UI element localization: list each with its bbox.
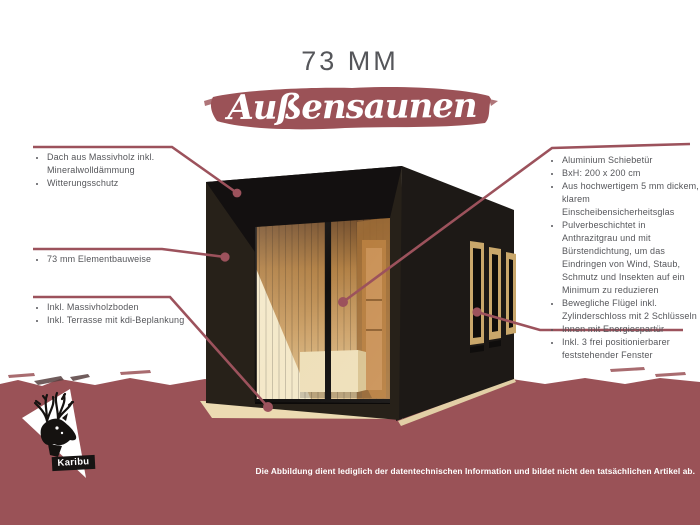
- callout-dot-floor: [263, 402, 273, 412]
- callout-door: [549, 154, 700, 336]
- callout-item: • Witterungsschutz: [47, 177, 176, 190]
- callout-dot-construction: [220, 252, 229, 261]
- callout-roof: [34, 151, 176, 190]
- callout-floor: [34, 301, 188, 327]
- sauna-illustration: [200, 166, 516, 426]
- callout-item: • Dach aus Massivholz inkl. Mineralwolldämmung: [47, 151, 176, 177]
- brand-label: Karibu: [52, 455, 96, 471]
- callout-dot-door: [338, 297, 348, 307]
- callout-item: • Inkl. Terrasse mit kdi-Beplankung: [47, 314, 188, 327]
- callout-item: • Aus hochwertigem 5 mm dickem, klarem Einscheibensicherheitsglas: [562, 180, 700, 219]
- callout-construction: [34, 253, 176, 266]
- callout-dot-roof: [233, 189, 242, 198]
- page-title: 73 MM: [301, 46, 399, 76]
- banner-title: Außensaunen: [227, 85, 477, 129]
- callout-item: • Innen mit Energiespartür: [562, 323, 700, 336]
- callout-item: • Inkl. Massivholzboden: [47, 301, 188, 314]
- callout-windows: [549, 336, 699, 362]
- callout-item: • Aluminium Schiebetür: [562, 154, 700, 167]
- callout-dot-windows: [472, 307, 481, 316]
- callout-item: • BxH: 200 x 200 cm: [562, 167, 700, 180]
- callout-item: • Inkl. 3 frei positionierbarer feststehender Fenster: [562, 336, 699, 362]
- callout-item: • Bewegliche Flügel inkl. Zylinderschloss mit 2 Schlüsseln: [562, 297, 700, 323]
- callout-item: • Pulverbeschichtet in Anthrazitgrau und mit Bürstendichtung, um das Eindringen von Wind, Staub, Schmutz und Insekten auf ein Minimum zu reduzieren: [562, 219, 700, 297]
- callout-item: • 73 mm Elementbauweise: [47, 253, 176, 266]
- disclaimer-text: Die Abbildung dient lediglich der datentechnischen Information und bildet nicht den tatsächlichen Artikel ab.: [255, 466, 695, 476]
